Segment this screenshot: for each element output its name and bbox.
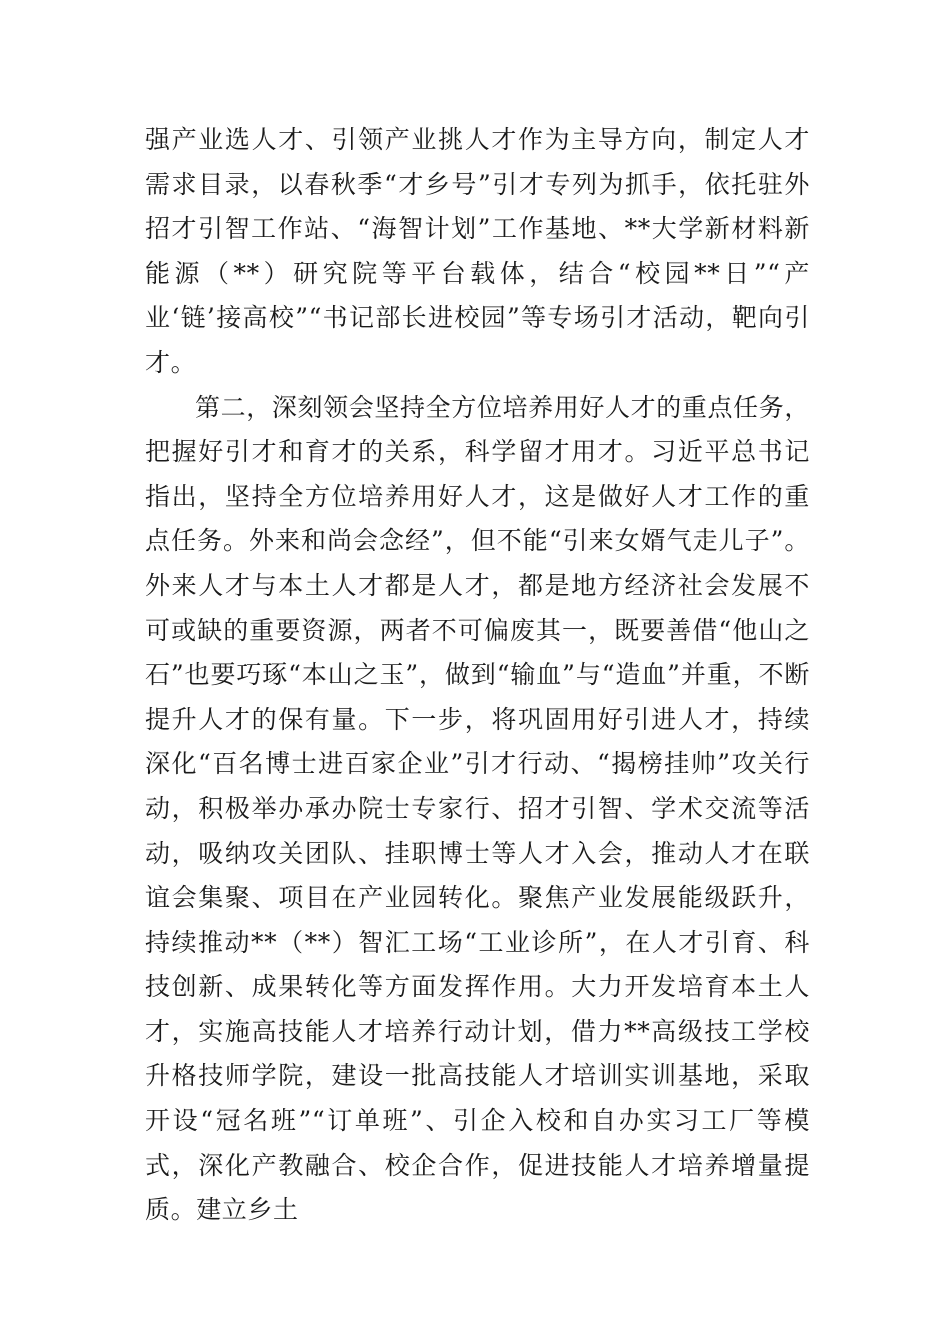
- paragraph-second-point: 第二，深刻领会坚持全方位培养用好人才的重点任务，把握好引才和育才的关系，科学留才用才。习近平总书记指出，坚持全方位培养用好人才，这是做好人才工作的重点任务。外来和尚会念经”，但不能“引来女婿气走儿子”。外来人才与本土人才都是人才，都是地方经济社会发展不可或缺的重要资源，两者不可偏废其一，既要善借“他山之石”也要巧琢“本山之玉”，做到“输血”与“造血”并重，不断提升人才的保有量。下一步，将巩固用好引进人才，持续深化“百名博士进百家企业”引才行动、“揭榜挂帅”攻关行动，积极举办承办院士专家行、招才引智、学术交流等活动，吸纳攻关团队、挂职博士等人才入会，推动人才在联谊会集聚、项目在产业园转化。聚焦产业发展能级跃升，持续推动**（**）智汇工场“工业诊所”，在人才引育、科技创新、成果转化等方面发挥作用。大力开发培育本土人才，实施高技能人才培养行动计划，借力**高级技工学校升格技师学院，建设一批高技能人才培训实训基地，采取开设“冠名班”“订单班”、引企入校和自办实习工厂等模式，深化产教融合、校企合作，促进技能人才培养增量提质。建立乡土: [145, 392, 810, 1225]
- paragraph-continued: 强产业选人才、引领产业挑人才作为主导方向，制定人才需求目录，以春秋季“才乡号”引才专列为抓手，依托驻外招才引智工作站、“海智计划”工作基地、**大学新材料新能源（**）研究院等平台载体，结合“校园**日”“产业‘链’接高校”“书记部长进校园”等专场引才活动，靶向引才。: [145, 125, 810, 377]
- document-body: [145, 118, 810, 1233]
